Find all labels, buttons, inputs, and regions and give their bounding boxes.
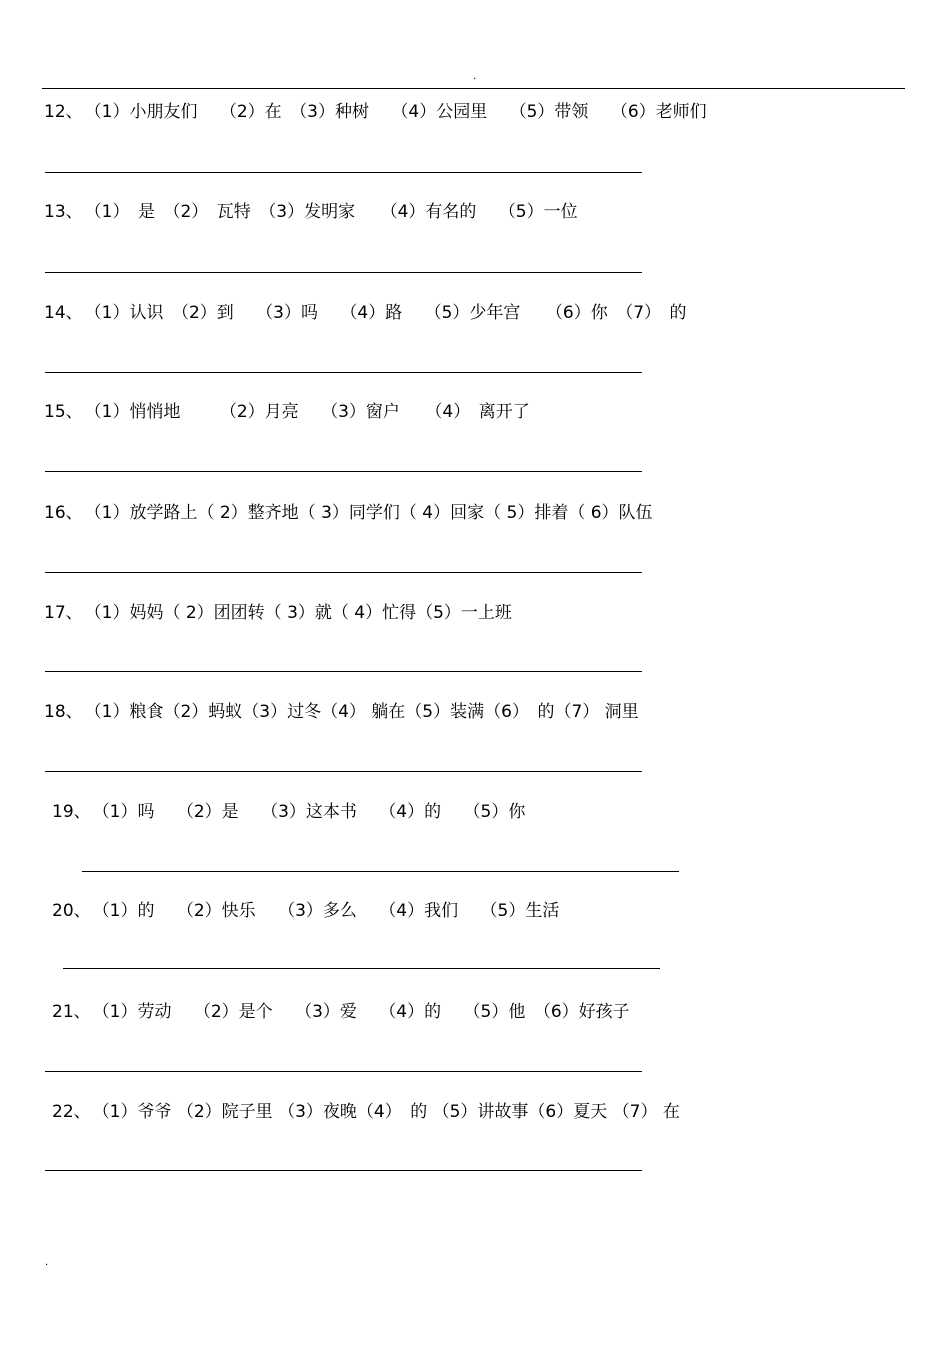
question-20 [52, 899, 559, 923]
footer-dot: . [45, 1257, 49, 1268]
answer-line[interactable] [45, 272, 642, 273]
question-19 [52, 800, 525, 824]
question-number: 19、 [52, 802, 91, 822]
question-16 [44, 501, 653, 525]
answer-line[interactable] [45, 372, 642, 373]
question-number: 22、 [52, 1102, 91, 1122]
question-15 [44, 400, 530, 424]
question-words: （1）认识 （2）到 （3）吗 （4）路 （5）少年宫 （6）你 （7） 的 [84, 303, 687, 323]
question-words: （1）小朋友们 （2）在 （3）种树 （4）公园里 （5）带领 （6）老师们 [84, 102, 707, 122]
question-number: 17、 [44, 603, 83, 623]
question-number: 18、 [44, 702, 83, 722]
question-words: （1）爷爷 （2）院子里 （3）夜晚（4） 的 （5）讲故事（6）夏天 （7） 在 [92, 1102, 680, 1122]
answer-line[interactable] [45, 1170, 642, 1171]
question-14 [44, 301, 687, 325]
answer-line[interactable] [45, 1071, 642, 1072]
question-words: （1）悄悄地 （2）月亮 （3）窗户 （4） 离开了 [84, 402, 530, 422]
question-words: （1）的 （2）快乐 （3）多么 （4）我们 （5）生活 [92, 901, 560, 921]
question-number: 15、 [44, 402, 83, 422]
answer-line[interactable] [45, 671, 642, 672]
question-number: 12、 [44, 102, 83, 122]
answer-line[interactable] [45, 471, 642, 472]
question-22 [52, 1100, 680, 1124]
question-words: （1）劳动 （2）是个 （3）爱 （4）的 （5）他 （6）好孩子 [92, 1002, 630, 1022]
question-words: （1）放学路上（ 2）整齐地（ 3）同学们（ 4）回家（ 5）排着（ 6）队伍 [84, 503, 653, 523]
header-rule [42, 88, 905, 89]
question-number: 13、 [44, 202, 83, 222]
question-13 [44, 200, 578, 224]
header-dot: . [473, 71, 477, 82]
question-number: 20、 [52, 901, 91, 921]
question-number: 21、 [52, 1002, 91, 1022]
question-words: （1）粮食（2）蚂蚁（3）过冬（4） 躺在（5）装满（6） 的（7） 洞里 [84, 702, 639, 722]
question-21 [52, 1000, 630, 1024]
question-words: （1） 是 （2） 瓦特 （3）发明家 （4）有名的 （5）一位 [84, 202, 578, 222]
answer-line[interactable] [45, 771, 642, 772]
question-words: （1）吗 （2）是 （3）这本书 （4）的 （5）你 [92, 802, 526, 822]
question-17 [44, 601, 512, 625]
answer-line[interactable] [45, 172, 642, 173]
question-number: 14、 [44, 303, 83, 323]
answer-line[interactable] [82, 871, 679, 872]
question-18 [44, 700, 639, 724]
answer-line[interactable] [45, 572, 642, 573]
answer-line[interactable] [63, 968, 660, 969]
question-words: （1）妈妈（ 2）团团转（ 3）就（ 4）忙得（5）一上班 [84, 603, 512, 623]
question-12 [44, 100, 707, 124]
question-number: 16、 [44, 503, 83, 523]
